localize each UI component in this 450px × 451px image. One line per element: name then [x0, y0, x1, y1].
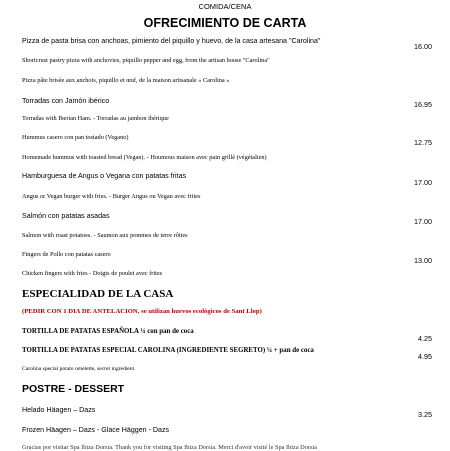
page-title: OFRECIMIENTO DE CARTA [143, 16, 307, 30]
tortilla-espanola: TORTILLA DE PATATAS ESPAÑOLA ¼ con pan de coca [22, 328, 194, 335]
menu-item-pizza-fr: Pizza pâte brisée aux anchois, piquillo et œuf, de la maison artisanale « Carolina » [22, 77, 230, 84]
especialidad-title: ESPECIALIDAD DE LA CASA [22, 288, 174, 300]
top-label: COMIDA/CENA [198, 2, 252, 11]
menu-item-hummus-es: Hummus casero con pan tostado (Vegano) [22, 134, 129, 141]
especialidad-note: (PEDIR CON 1 DIA DE ANTELACION, se utilizan huevos ecológicos de Sant Llop) [22, 308, 262, 315]
menu-item-fingers-es: Fingers de Pollo con patatas casero [22, 251, 111, 258]
menu-item-pizza-en: Shortcrust pastry pizza with anchovies, piquillo pepper and egg, from the artisan house "Carolina" [22, 57, 270, 64]
menu-item-salmon-en: Salmon with roast potatoes. - Saumon aux pommes de terre rôties [22, 232, 188, 239]
menu-item-torradas-es: Torradas con Jamón ibérico [22, 97, 110, 105]
postre-title: POSTRE - DESSERT [22, 383, 125, 395]
price-hummus: 12.75 [414, 138, 432, 147]
price-burger: 17.00 [414, 178, 432, 187]
price-fingers: 13.00 [414, 256, 432, 265]
postre-footer: Gracias por visitar Spa Ibiza Dorsia. Thank you for visiting Spa Ibiza Dorsia. Merci d'avoir visité le Spa Ibiza Dorsia [22, 444, 317, 451]
postre-helado: Helado Häagen – Dazs [22, 406, 96, 414]
menu-item-pizza-es: Pizza de pasta brisa con anchoas, pimiento del piquillo y huevo, de la casa artesana "Carolina" [22, 37, 321, 45]
menu-item-torradas-en: Torradas with Iberian Ham. - Torradas au jambon ibérique [22, 115, 169, 122]
price-torradas: 16.95 [414, 100, 432, 109]
menu-item-fingers-en: Chicken fingers with fries - Doigts de poulet avec frites [22, 270, 163, 277]
price-pizza: 16.00 [414, 42, 432, 51]
postre-frozen: Frozen Häagen – Dazs - Glace Häggen - Dazs [22, 426, 170, 434]
menu-item-hummus-en: Homemade hummus with toasted bread (Vegan). - Houmous maison avec pain grillé (végétalien) [22, 154, 267, 161]
price-helado: 3.25 [418, 410, 432, 419]
price-salmon: 17.00 [414, 217, 432, 226]
menu-item-burger-es: Hamburguesa de Angus o Vegana con patatas fritas [22, 172, 187, 180]
tortilla-subnote: Carolina special potato omelette, secret ingredient [22, 366, 135, 372]
price-tortilla-espanola: 4.25 [418, 334, 432, 343]
price-tortilla-carolina: 4.95 [418, 352, 432, 361]
tortilla-carolina: TORTILLA DE PATATAS ESPECIAL CAROLINA (INGREDIENTE SEGRETO) ¼ + pan de coca [22, 347, 314, 354]
menu-item-burger-en: Angus or Vegan burger with fries. - Burger Angus ou Vegan avec frites [22, 193, 201, 200]
menu-item-salmon-es: Salmón con patatas asadas [22, 212, 110, 220]
